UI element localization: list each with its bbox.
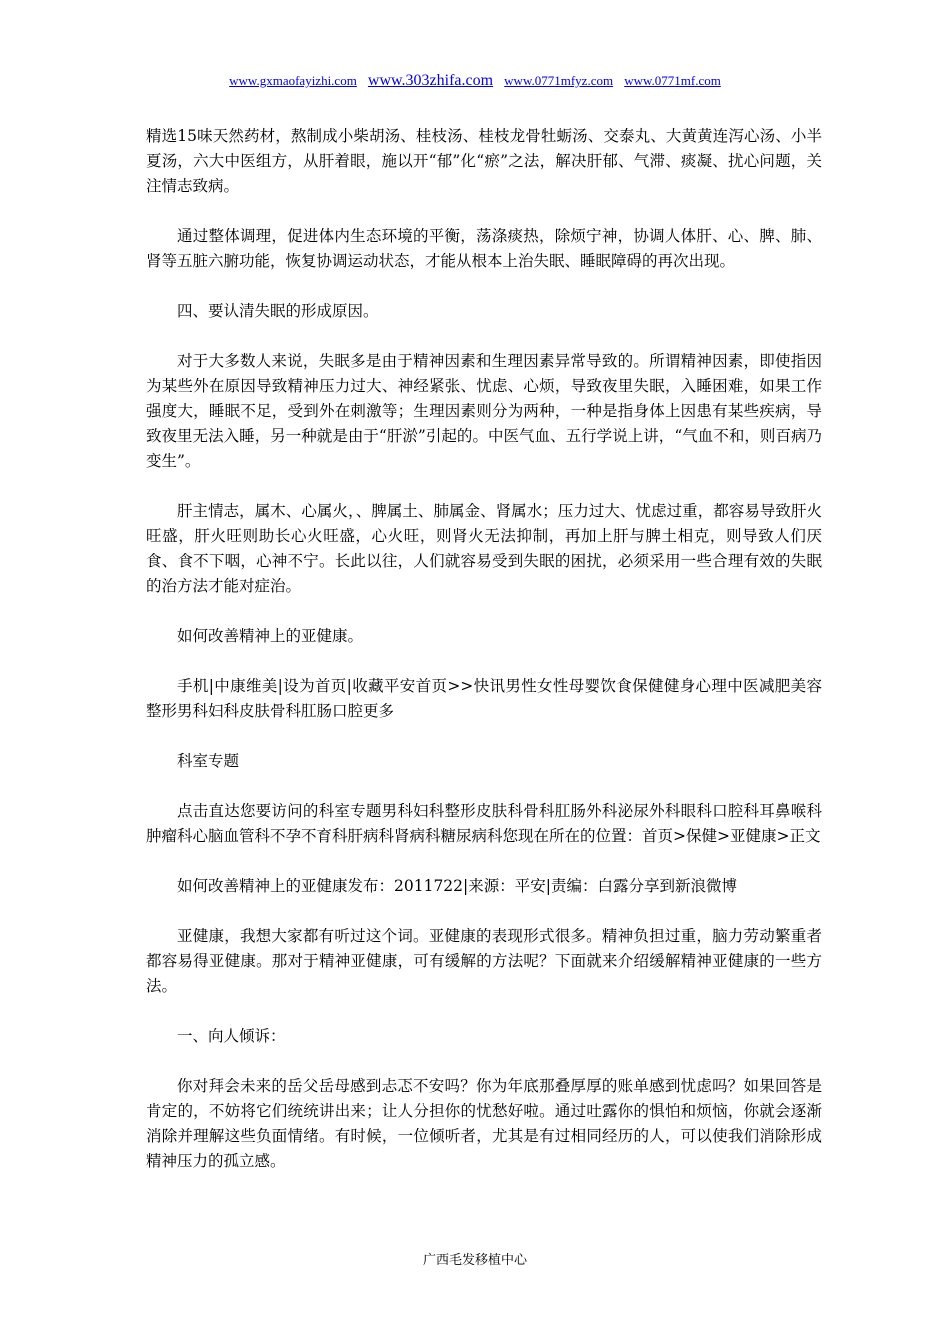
paragraph-site-nav: 手机|中康维美|设为首页|收藏平安首页>>快讯男性女性母婴饮食保健健身心理中医减肥美容整形男科妇科皮肤骨科肛肠口腔更多 [146,677,822,720]
paragraph-department-list: 点击直达您要访问的科室专题男科妇科整形皮肤科骨科肛肠外科泌尿外科眼科口腔科耳鼻喉科肿瘤科心脑血管科不孕不育科肝病科肾病科糖尿病科您现在所在的位置：首页>保健>亚健康>正文 [146,802,822,845]
document-body [146,124,822,1199]
header-links [0,70,950,90]
header-link-0771mfyz[interactable]: www.0771mfyz.com [504,73,614,88]
paragraph-insomnia-factors: 对于大多数人来说，失眠多是由于精神因素和生理因素异常导致的。所谓精神因素，即使指因为某些外在原因导致精神压力过大、神经紧张、忧虑、心烦，导致夜里失眠，入睡困难，如果工作强度大，睡眠不足，受到外在刺激等；生理因素则分为两种，一种是指身体上因患有某些疾病，导致夜里无法入睡，另一种就是由于“肝淤”引起的。中医气血、五行学说上讲，“气血不和，则百病乃变生”。 [146,352,822,470]
header-link-0771mf[interactable]: www.0771mf.com [624,73,721,88]
page-footer: 广西毛发移植中心 [422,1253,527,1268]
section-heading-departments: 科室专题 [177,752,240,770]
header-link-303zhifa[interactable]: www.303zhifa.com [367,72,494,89]
section-heading-talk-to-people: 一、向人倾诉： [177,1027,286,1045]
paragraph-article-meta: 如何改善精神上的亚健康发布：2011722|来源：平安|责编：白露分享到新浪微博 [177,877,737,895]
paragraph-herbal-formula: 精选15味天然药材，熬制成小柴胡汤、桂枝汤、桂枝龙骨牡蛎汤、交泰丸、大黄黄连泻心汤、小半夏汤，六大中医组方，从肝着眼，施以开“郁”化“瘀”之法，解决肝郁、气滞、痰凝、扰心问题，关注情志致病。 [146,127,822,195]
paragraph-talk-to-people: 你对拜会未来的岳父岳母感到忐忑不安吗？你为年底那叠厚厚的账单感到忧虑吗？如果回答是肯定的，不妨将它们统统讲出来；让人分担你的忧愁好啦。通过吐露你的惧怕和烦恼，你就会逐渐消除并理解这些负面情绪。有时候，一位倾听者，尤其是有过相同经历的人，可以使我们消除形成精神压力的孤立感。 [146,1077,822,1170]
header-link-gxmaofayizhi[interactable]: www.gxmaofayizhi.com [229,73,357,88]
paragraph-liver-emotions: 肝主情志，属木、心属火，、脾属土、肺属金、肾属水；压力过大、忧虑过重，都容易导致肝火旺盛，肝火旺则助长心火旺盛，心火旺，则肾火无法抑制，再加上肝与脾土相克，则导致人们厌食、食不下咽，心神不宁。长此以往，人们就容易受到失眠的困扰，必须采用一些合理有效的失眠的治方法才能对症治。 [146,502,822,595]
paragraph-overall-conditioning: 通过整体调理，促进体内生态环境的平衡，荡涤痰热，除烦宁神，协调人体肝、心、脾、肺、肾等五脏六腑功能，恢复协调运动状态，才能从根本上治失眠、睡眠障碍的再次出现。 [146,227,822,270]
paragraph-subhealth-intro: 亚健康，我想大家都有听过这个词。亚健康的表现形式很多。精神负担过重，脑力劳动繁重者都容易得亚健康。那对于精神亚健康，可有缓解的方法呢？下面就来介绍缓解精神亚健康的一些方法。 [146,927,822,995]
section-heading-mental-subhealth: 如何改善精神上的亚健康。 [177,627,364,645]
section-heading-insomnia-causes: 四、要认清失眠的形成原因。 [177,302,379,320]
